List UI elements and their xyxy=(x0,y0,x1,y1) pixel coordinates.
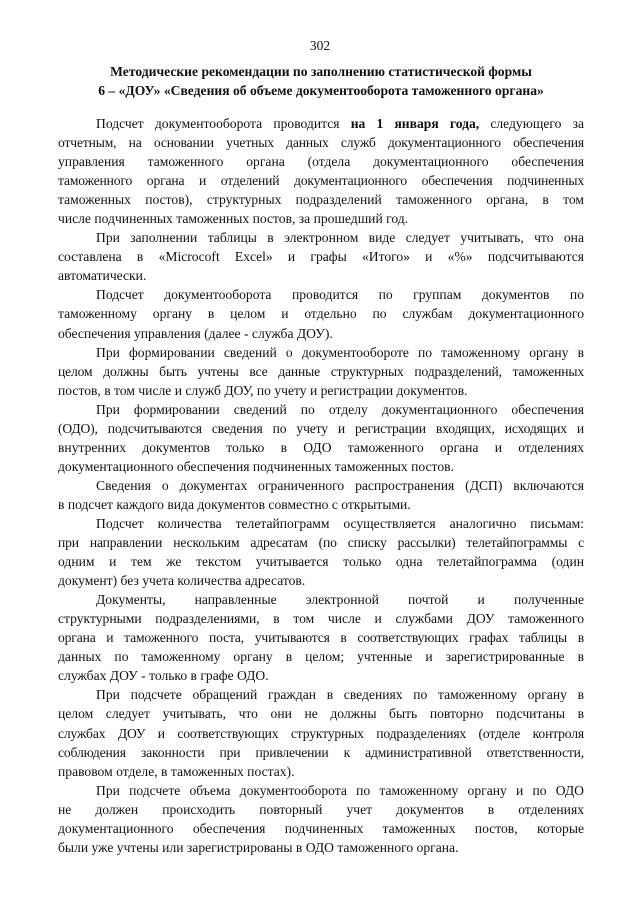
paragraph-line: таможенных постов), структурных подразделений таможенного органа, в том xyxy=(58,192,584,208)
paragraph-2 xyxy=(58,228,584,285)
paragraph-line: управления таможенного органа (отдела документационного обеспечения xyxy=(58,154,584,170)
paragraph-line: таможенному органу в целом и отдельно по службам документационного xyxy=(58,306,584,322)
paragraph-line: целом следует учитывать, что они не должны быть повторно подсчитаны в xyxy=(58,706,584,722)
paragraph-8 xyxy=(58,590,584,685)
page-number: 302 xyxy=(309,38,331,53)
paragraph-line: в подсчет каждого вида документов совместно с открытыми. xyxy=(58,496,411,512)
paragraph-line: Подсчет документооборота проводится по группам документов по xyxy=(96,287,584,303)
paragraph-line: отчетным, на основании учетных данных служб документационного обеспечения xyxy=(58,135,584,151)
paragraph-line: данных по таможенному органу в целом; учтенные и зарегистрированные в xyxy=(58,649,584,665)
paragraph-line: таможенного органа и отделений документационного обеспечения подчиненных xyxy=(58,173,584,189)
paragraph-line: при направлении нескольким адресатам (по списку рассылки) телетайпограммы с xyxy=(58,535,584,551)
paragraph-line: При подсчете обращений граждан в сведениях по таможенному органу в xyxy=(96,687,584,703)
paragraph-line: службах ДОУ и соответствующих структурных подразделениях (отделе контроля xyxy=(58,725,584,741)
title-line-1: Методические рекомендации по заполнению статистической формы xyxy=(110,64,532,79)
paragraph-line: При подсчете объема документооборота по таможенному органу и по ОДО xyxy=(96,782,584,798)
paragraph-9 xyxy=(58,685,584,780)
paragraph-1 xyxy=(58,114,584,228)
paragraph-line: соблюдения законности при привлечении к административной ответственности, xyxy=(58,744,584,760)
paragraph-line: При заполнении таблицы в электронном виде следует учитывать, что она xyxy=(96,230,584,246)
paragraph-line: одним и тем же текстом учитывается только одна телетайпограмма (один xyxy=(58,554,584,570)
paragraph-line: не должен происходить повторный учет документов в отделениях xyxy=(58,801,584,817)
paragraph-line: были уже учтены или зарегистрированы в ОДО таможенного органа. xyxy=(58,839,459,855)
paragraph-line: документационного обеспечения подчиненных таможенных постов. xyxy=(58,458,454,474)
paragraph-line: Документы, направленные электронной почтой и полученные xyxy=(96,592,584,608)
paragraph-line: документационного обеспечения подчиненных таможенных постов, которые xyxy=(58,820,584,836)
paragraph-line: (ОДО), подсчитываются сведения по учету и регистрации входящих, исходящих и xyxy=(58,420,584,436)
paragraph-4 xyxy=(58,343,584,400)
paragraph-5 xyxy=(58,400,584,476)
paragraph-line: правовом отделе, в таможенных постах). xyxy=(58,763,295,779)
paragraph-10 xyxy=(58,781,584,857)
title-line-2: 6 – «ДОУ» «Сведения об объеме документооборота таможенного органа» xyxy=(98,82,544,98)
bold-date: на 1 января года, xyxy=(350,116,480,131)
paragraph-line: документ) без учета количества адресатов. xyxy=(58,573,306,589)
paragraph-line xyxy=(58,114,584,133)
paragraph-line: обеспечения управления (далее - служба ДОУ). xyxy=(58,325,333,341)
paragraph-line: Подсчет количества телетайпограмм осуществляется аналогично письмам: xyxy=(96,515,584,531)
paragraph-line: Сведения о документах ограниченного распространения (ДСП) включаются xyxy=(96,477,584,493)
paragraph-line: органа и таможенного поста, учитываются в соответствующих графах таблицы в xyxy=(58,630,584,646)
paragraph-6 xyxy=(58,476,584,514)
paragraph-line: службах ДОУ - только в графе ОДО. xyxy=(58,668,269,684)
paragraph-line: автоматически. xyxy=(58,268,147,284)
paragraph-line: постов, в том числе и служб ДОУ, по учету и регистрации документов. xyxy=(58,382,468,398)
paragraph-3 xyxy=(58,285,584,342)
paragraph-line: числе подчиненных таможенных постов, за прошедший год. xyxy=(58,211,409,227)
text-run: следующего за xyxy=(479,116,584,131)
text-run: Подсчет документооборота проводится xyxy=(96,116,351,131)
paragraph-line: целом должны быть учтены все данные структурных подразделений, таможенных xyxy=(58,363,584,379)
paragraph-line: При формировании сведений по отделу документационного обеспечения xyxy=(96,401,584,417)
paragraph-line: внутренних документов только в ОДО таможенного органа и отделениях xyxy=(58,439,584,455)
paragraph-line: составлена в «Microcoft Excel» и графы «Итого» и «%» подсчитываются xyxy=(58,249,584,265)
paragraph-line: структурными подразделениями, в том числе и службами ДОУ таможенного xyxy=(58,611,584,627)
paragraph-line: При формировании сведений о документообороте по таможенному органу в xyxy=(96,344,584,360)
document-title xyxy=(58,63,584,100)
paragraph-7 xyxy=(58,514,584,590)
document-body xyxy=(58,114,584,857)
